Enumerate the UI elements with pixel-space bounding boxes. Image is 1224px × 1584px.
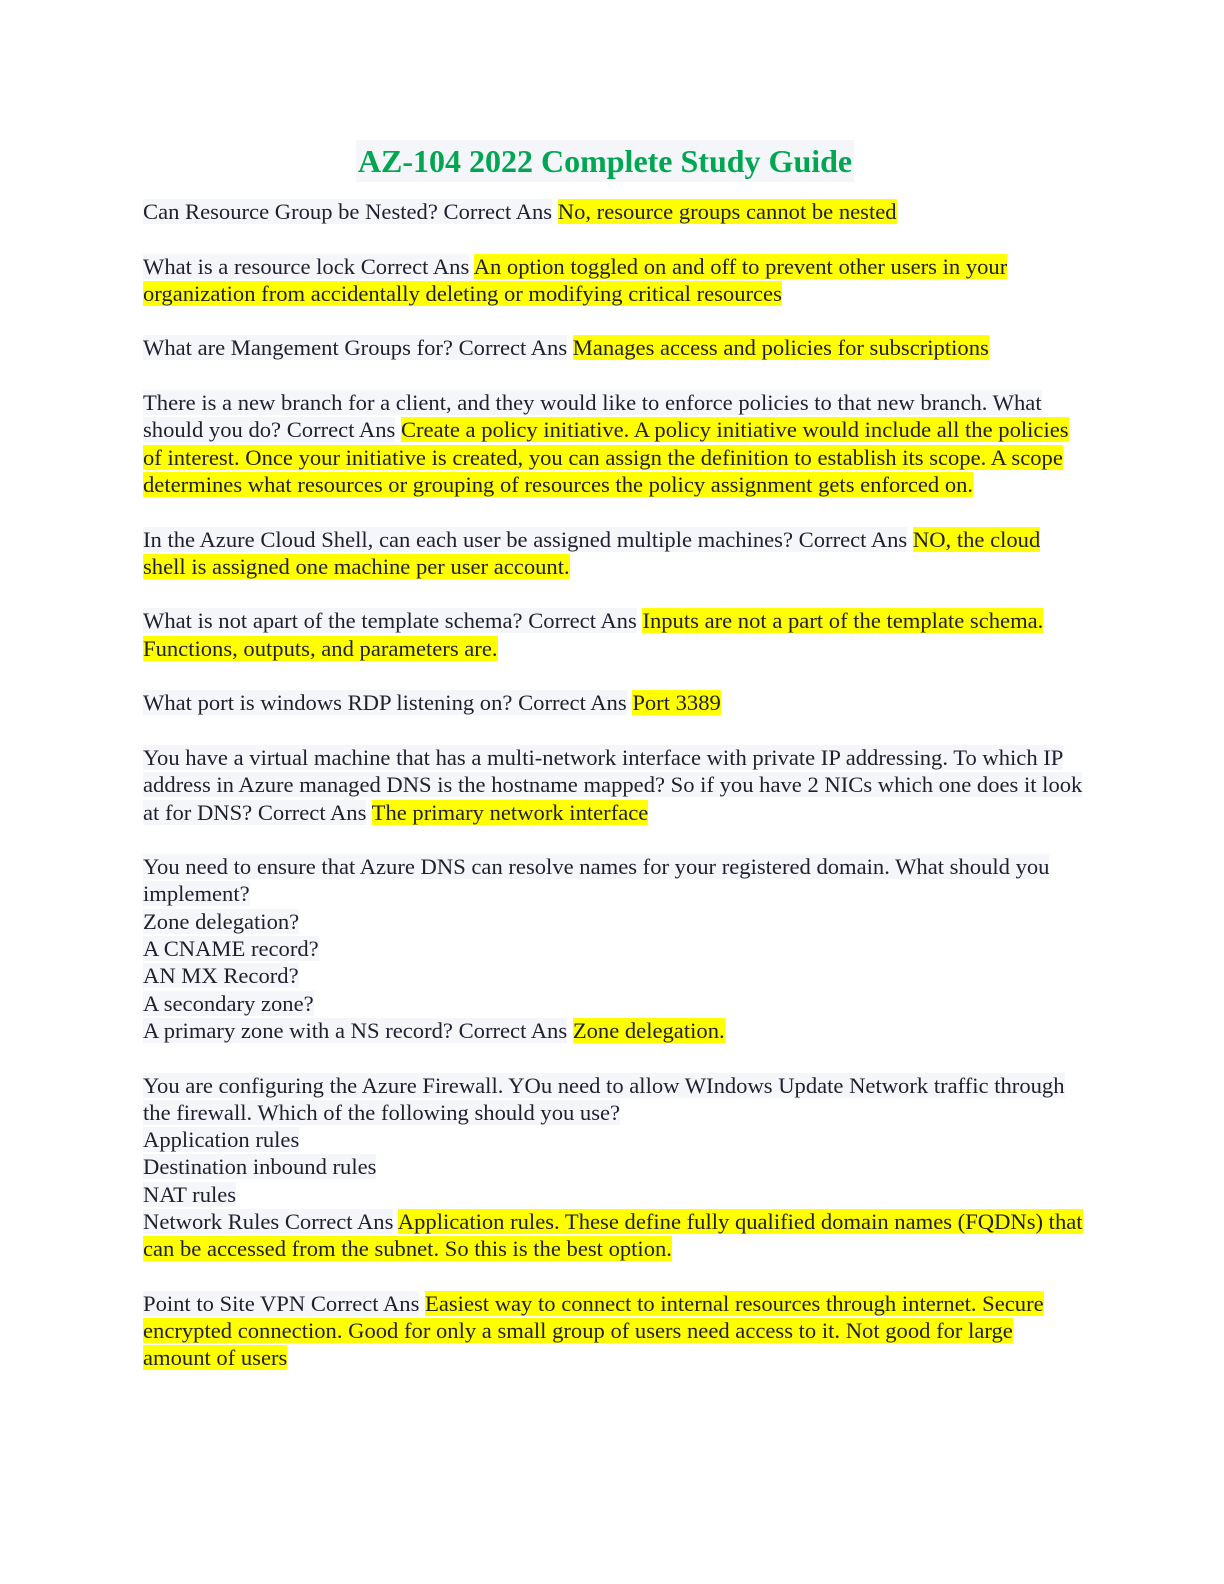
title-container xyxy=(143,140,1083,182)
qa-item xyxy=(143,198,1083,225)
answer-text: Port 3389 xyxy=(632,690,721,716)
qa-item xyxy=(143,1072,1083,1263)
qa-item xyxy=(143,389,1083,498)
answer-marker: Correct Ans xyxy=(360,253,470,279)
answer-marker: Correct Ans xyxy=(458,1017,568,1043)
answer-marker: Correct Ans xyxy=(257,799,367,825)
answer-marker: Correct Ans xyxy=(528,608,637,634)
option-text: AN MX Record? xyxy=(143,963,299,989)
qa-item xyxy=(143,607,1083,662)
question-text: In the Azure Cloud Shell, can each user be assigned multiple machines? xyxy=(143,526,794,552)
question-text: Can Resource Group be Nested? xyxy=(143,199,438,224)
option-text: Application rules xyxy=(143,1127,300,1153)
question-text: There is a new branch for a client, and they would like to enforce policies to that new branch. What should you do? xyxy=(143,390,1042,443)
answer-marker: Correct Ans xyxy=(458,335,568,361)
qa-item xyxy=(143,853,1083,1044)
document-title: AZ-104 2022 Complete Study Guide xyxy=(356,140,854,182)
question-text: What is a resource lock xyxy=(143,253,356,279)
qa-item xyxy=(143,744,1083,826)
qa-item xyxy=(143,689,1083,716)
question-text: You have a virtual machine that has a multi-network interface with private IP addressing. To which IP address in Azure managed DNS is the hostname mapped? So if you have 2 NICs which one does it look at for DNS? xyxy=(143,744,1083,825)
option-text: Zone delegation? xyxy=(143,908,300,934)
question-text: What port is windows RDP listening on? xyxy=(143,690,513,716)
answer-text: Manages access and policies for subscriptions xyxy=(572,335,989,361)
option-text: Network Rules xyxy=(143,1208,280,1234)
answer-marker: Correct Ans xyxy=(518,690,627,716)
answer-text: Inputs are not a part of the template schema. Functions, outputs, and parameters are. xyxy=(143,608,1044,661)
option-text: A CNAME record? xyxy=(143,936,319,962)
document-content xyxy=(143,140,1083,1399)
answer-text: Zone delegation. xyxy=(572,1017,725,1043)
answer-text: The primary network interface xyxy=(371,799,649,825)
question-text: You are configuring the Azure Firewall. YOu need to allow WIndows Update Network traffic through the firewall. Which of the following should you use? xyxy=(143,1072,1065,1125)
question-text: You need to ensure that Azure DNS can resolve names for your registered domain. What should you implement? xyxy=(143,854,1050,907)
answer-text: NO, the cloud shell is assigned one machine per user account. xyxy=(143,526,1041,579)
answer-text: No, resource groups cannot be nested xyxy=(557,199,897,224)
question-text: What is not apart of the template schema? xyxy=(143,608,523,634)
answer-marker: Correct Ans xyxy=(284,1208,394,1234)
answer-marker: Correct Ans xyxy=(286,417,396,443)
option-text: A primary zone with a NS record? xyxy=(143,1017,453,1043)
answer-text: Application rules. These define fully qualified domain names (FQDNs) that can be accessed from the subnet. So this is the best option. xyxy=(143,1208,1083,1262)
answer-marker: Correct Ans xyxy=(798,526,908,552)
qa-item xyxy=(143,334,1083,361)
answer-text: An option toggled on and off to prevent other users in your organization from accidentally deleting or modifying critical resources xyxy=(143,253,1008,306)
option-text: Destination inbound rules xyxy=(143,1154,377,1180)
qa-item xyxy=(143,253,1083,308)
qa-item xyxy=(143,526,1083,581)
answer-marker: Correct Ans xyxy=(310,1290,420,1316)
answer-marker: Correct Ans xyxy=(443,199,553,224)
question-text: Point to Site VPN xyxy=(143,1290,306,1316)
answer-text: Create a policy initiative. A policy initiative would include all the policies of interest. Once your initiative is created, you can assign the definition to establish its scope. A scope determines what resources or grouping of resources the policy assignment gets enforced on. xyxy=(143,417,1069,497)
qa-item xyxy=(143,1290,1083,1372)
option-text: NAT rules xyxy=(143,1181,237,1207)
question-text: What are Mangement Groups for? xyxy=(143,335,453,361)
answer-text: Easiest way to connect to internal resources through internet. Secure encrypted connection. Good for only a small group of users need access to it. Not good for large amount of users xyxy=(143,1290,1044,1371)
option-text: A secondary zone? xyxy=(143,990,314,1016)
